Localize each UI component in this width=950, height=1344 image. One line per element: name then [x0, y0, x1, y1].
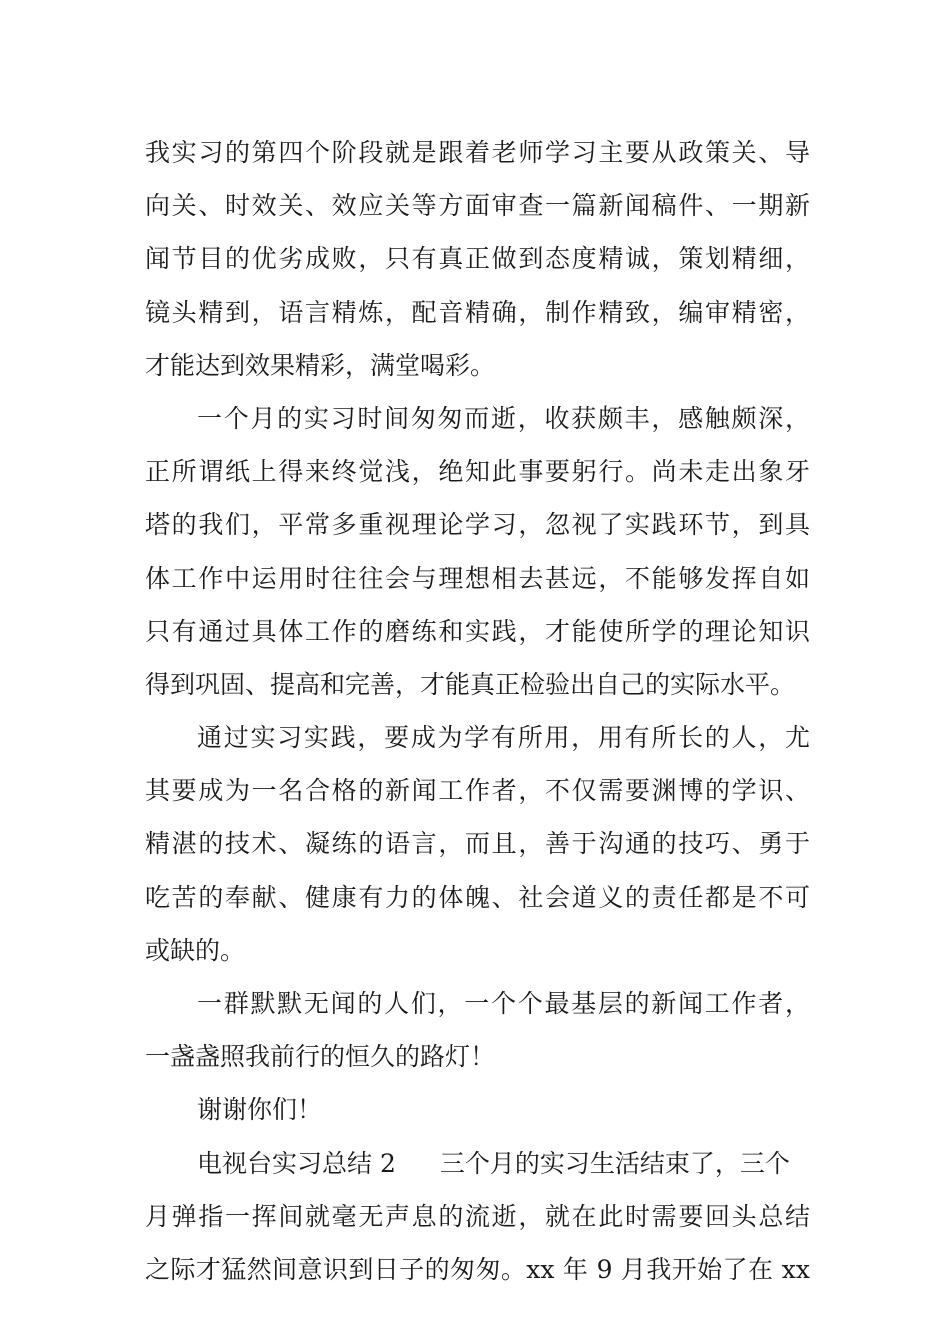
text-line: 一盏盏照我前行的恒久的路灯！: [145, 1042, 496, 1072]
text-line: 闻节目的优劣成败，只有真正做到态度精诚，策划精细，: [145, 244, 810, 274]
text-line: 通过实习实践，要成为学有所用，用有所长的人，尤: [197, 723, 810, 753]
text-line: 向关、时效关、效应关等方面审查一篇新闻稿件、一期新: [145, 191, 810, 221]
text-line: 一群默默无闻的人们，一个个最基层的新闻工作者，: [197, 989, 810, 1018]
text-line: 镜头精到，语言精炼，配音精确，制作精致，编审精密，: [145, 297, 810, 327]
text-line: 三个月的实习生活结束了，三个: [439, 1148, 790, 1178]
text-line: 月弹指一挥间就毫无声息的流逝，就在此时需要回头总结: [145, 1201, 810, 1231]
text-line: 之际才猛然间意识到日子的匆匆。xx 年 9 月我开始了在 xx: [145, 1254, 810, 1284]
text-line: 我实习的第四个阶段就是跟着老师学习主要从政策关、导: [145, 138, 810, 167]
text-line: 谢谢你们！: [197, 1095, 323, 1125]
text-line: 精湛的技术、凝练的语言，而且，善于沟通的技巧、勇于: [145, 829, 810, 859]
text-line: 正所谓纸上得来终觉浅，绝知此事要躬行。尚未走出象牙: [145, 457, 810, 487]
text-line: 塔的我们，平常多重视理论学习，忽视了实践环节，到具: [145, 510, 810, 540]
document-body: [145, 126, 810, 1296]
text-line: 才能达到效果精彩，满堂喝彩。: [145, 350, 496, 380]
text-line: 其要成为一名合格的新闻工作者，不仅需要渊博的学识、: [145, 776, 810, 806]
section-heading: 电视台实习总结 2: [197, 1148, 396, 1178]
text-line: 一个月的实习时间匆匆而逝，收获颇丰，感触颇深，: [197, 403, 810, 433]
text-line: 得到巩固、提高和完善，才能真正检验出自己的实际水平。: [145, 669, 796, 699]
text-line: 或缺的。: [145, 935, 246, 965]
text-line: 只有通过具体工作的磨练和实践，才能使所学的理论知识: [145, 616, 810, 646]
text-line: 体工作中运用时往往会与理想相去甚远，不能够发挥自如: [145, 563, 810, 593]
section-heading-line: [145, 1137, 810, 1190]
text-line: 吃苦的奉献、健康有力的体魄、社会道义的责任都是不可: [145, 882, 810, 912]
